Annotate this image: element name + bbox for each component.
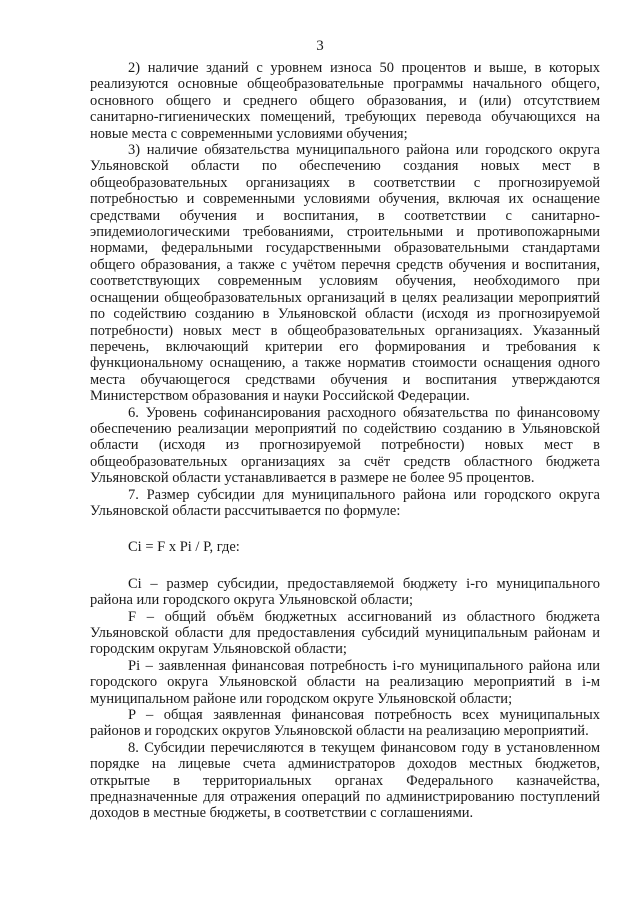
- paragraph-clause-7: 7. Размер субсидии для муниципального района или городского округа Ульяновской области рассчитывается по формуле:: [90, 486, 600, 519]
- page-number: 3: [316, 38, 324, 54]
- paragraph-item-3: 3) наличие обязательства муниципального района или городского округа Ульяновской области по обеспечению создания новых мест в общеобразовательных организациях в соответствии с прогнозируемой потребностью и современными условиями обучения, включая их оснащение средствами обучения и воспитания, в соответствии с санитарно-эпидемиологическими требованиями, строительными и противопожарными нормами, федеральными государственными образовательными стандартами общего образования, а также с учётом перечня средств обучения и воспитания, соответствующих современным условиям обучения, необходимого при оснащении общеобразовательных организаций в целях реализации мероприятий по содействию созданию в Ульяновской области (исходя из прогнозируемой потребности) новых мест в общеобразовательных организациях. Указанный перечень, включающий критерии его формирования и требования к функциональному оснащению, а также норматив стоимости оснащения одного места обучающегося средствами обучения и воспитания утверждаются Министерством образования и науки Российской Федерации.: [90, 142, 600, 405]
- document-body: [90, 60, 600, 822]
- paragraph-item-2: 2) наличие зданий с уровнем износа 50 процентов и выше, в которых реализуются основные общеобразовательные программы начального общего, основного общего и среднего общего образования, и (или) отсутствием санитарно-гигиенических помещений, требующих перевода обучающихся на новые места с современными условиями обучения;: [90, 60, 600, 142]
- paragraph-clause-6: 6. Уровень софинансирования расходного обязательства по финансовому обеспечению реализации мероприятий по содействию созданию в Ульяновской области (исходя из прогнозируемой потребности) новых мест в общеобразовательных организациях за счёт средств областного бюджета Ульяновской области устанавливается в размере не более 95 процентов.: [90, 404, 600, 487]
- definition-pi: Pi – заявленная финансовая потребность i-го муниципального района или городского округа Ульяновской области на реализацию мероприятий в i-м муниципальном районе или городском округе Ульяновской области;: [90, 657, 600, 707]
- subsidy-formula: Сi = F x Pi / P, где:: [128, 539, 240, 556]
- definition-f: F – общий объём бюджетных ассигнований из областного бюджета Ульяновской области для предоставления субсидий муниципальным районам и городским округам Ульяновской области;: [90, 608, 600, 658]
- definition-p: P – общая заявленная финансовая потребность всех муниципальных районов и городских округов Ульяновской области на реализацию мероприятий.: [90, 707, 600, 740]
- definition-ci: Сi – размер субсидии, предоставляемой бюджету i-го муниципального района или городского округа Ульяновской области;: [90, 575, 600, 609]
- paragraph-clause-8: 8. Субсидии перечисляются в текущем финансовом году в установленном порядке на лицевые счета администраторов доходов местных бюджетов, открытые в территориальных органах Федерального казначейства, предназначенные для отражения операций по администрированию поступлений доходов в местные бюджеты, в соответствии с соглашениями.: [90, 739, 600, 822]
